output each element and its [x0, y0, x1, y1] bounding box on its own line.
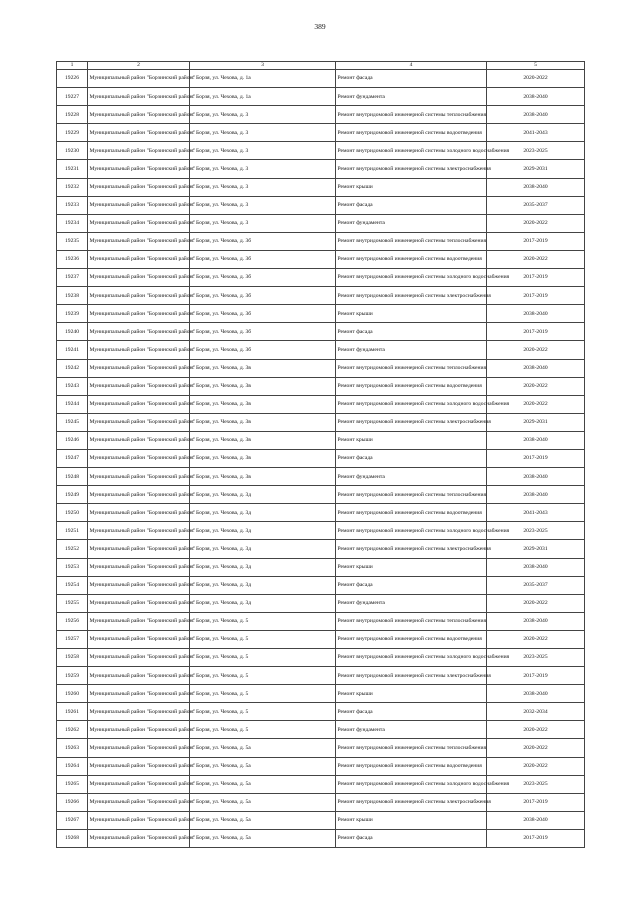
cell-number: 19226: [57, 70, 88, 88]
cell-number: 19264: [57, 757, 88, 775]
cell-number: 19262: [57, 721, 88, 739]
cell-number: 19238: [57, 287, 88, 305]
cell-municipality: Муниципальный район "Борзинский район": [88, 703, 190, 721]
cell-address: г. Борзя, ул. Чехова, д. 3д: [190, 504, 336, 522]
header-cell-municipality: 2: [88, 62, 190, 70]
cell-address: г. Борзя, ул. Чехова, д. 3б: [190, 269, 336, 287]
header-row: [57, 62, 585, 70]
cell-work-type: Ремонт крыши: [336, 305, 487, 323]
cell-municipality: Муниципальный район "Борзинский район": [88, 269, 190, 287]
cell-number: 19241: [57, 341, 88, 359]
cell-period: 2017-2019: [487, 793, 585, 811]
table-row: [57, 721, 585, 739]
cell-address: г. Борзя, ул. Чехова, д. 3: [190, 160, 336, 178]
cell-address: г. Борзя, ул. Чехова, д. 3д: [190, 576, 336, 594]
cell-number: 19250: [57, 504, 88, 522]
cell-number: 19252: [57, 540, 88, 558]
cell-number: 19255: [57, 594, 88, 612]
table-row: [57, 196, 585, 214]
cell-municipality: Муниципальный район "Борзинский район": [88, 106, 190, 124]
cell-number: 19258: [57, 649, 88, 667]
cell-work-type: Ремонт фасада: [336, 449, 487, 467]
cell-number: 19265: [57, 775, 88, 793]
cell-period: 2017-2019: [487, 269, 585, 287]
cell-number: 19244: [57, 395, 88, 413]
cell-address: г. Борзя, ул. Чехова, д. 5: [190, 612, 336, 630]
cell-address: г. Борзя, ул. Чехова, д. 5а: [190, 775, 336, 793]
cell-number: 19239: [57, 305, 88, 323]
cell-period: 2029-2031: [487, 540, 585, 558]
cell-municipality: Муниципальный район "Борзинский район": [88, 232, 190, 250]
table-row: [57, 486, 585, 504]
registry-table: [56, 61, 585, 848]
cell-work-type: Ремонт внутридомовой инженерной системы холодного водоснабжения: [336, 649, 487, 667]
cell-municipality: Муниципальный район "Борзинский район": [88, 649, 190, 667]
cell-period: 2020-2022: [487, 721, 585, 739]
table-row: [57, 504, 585, 522]
table-row: [57, 449, 585, 467]
cell-number: 19227: [57, 88, 88, 106]
cell-address: г. Борзя, ул. Чехова, д. 3д: [190, 540, 336, 558]
cell-address: г. Борзя, ул. Чехова, д. 3в: [190, 377, 336, 395]
cell-period: 2023-2025: [487, 775, 585, 793]
cell-number: 19235: [57, 232, 88, 250]
table-row: [57, 269, 585, 287]
cell-work-type: Ремонт внутридомовой инженерной системы электроснабжения: [336, 287, 487, 305]
cell-work-type: Ремонт крыши: [336, 558, 487, 576]
cell-address: г. Борзя, ул. Чехова, д. 3в: [190, 413, 336, 431]
cell-municipality: Муниципальный район "Борзинский район": [88, 250, 190, 268]
cell-work-type: Ремонт крыши: [336, 685, 487, 703]
cell-number: 19237: [57, 269, 88, 287]
cell-address: г. Борзя, ул. Чехова, д. 3: [190, 124, 336, 142]
cell-work-type: Ремонт внутридомовой инженерной системы холодного водоснабжения: [336, 142, 487, 160]
cell-municipality: Муниципальный район "Борзинский район": [88, 468, 190, 486]
header-cell-period: 5: [487, 62, 585, 70]
cell-number: 19229: [57, 124, 88, 142]
cell-work-type: Ремонт внутридомовой инженерной системы электроснабжения: [336, 540, 487, 558]
cell-municipality: Муниципальный район "Борзинский район": [88, 341, 190, 359]
cell-number: 19260: [57, 685, 88, 703]
cell-period: 2020-2022: [487, 395, 585, 413]
cell-number: 19257: [57, 630, 88, 648]
cell-number: 19247: [57, 449, 88, 467]
cell-period: 2038-2040: [487, 811, 585, 829]
cell-municipality: Муниципальный район "Борзинский район": [88, 178, 190, 196]
table-row: [57, 685, 585, 703]
cell-work-type: Ремонт внутридомовой инженерной системы электроснабжения: [336, 793, 487, 811]
cell-address: г. Борзя, ул. Чехова, д. 5а: [190, 739, 336, 757]
cell-work-type: Ремонт внутридомовой инженерной системы электроснабжения: [336, 160, 487, 178]
cell-period: 2017-2019: [487, 829, 585, 847]
cell-address: г. Борзя, ул. Чехова, д. 3б: [190, 341, 336, 359]
cell-municipality: Муниципальный район "Борзинский район": [88, 576, 190, 594]
header-cell-address: 3: [190, 62, 336, 70]
table-row: [57, 558, 585, 576]
cell-period: 2038-2040: [487, 612, 585, 630]
cell-municipality: Муниципальный район "Борзинский район": [88, 540, 190, 558]
cell-municipality: Муниципальный район "Борзинский район": [88, 504, 190, 522]
cell-address: г. Борзя, ул. Чехова, д. 5а: [190, 757, 336, 775]
cell-number: 19243: [57, 377, 88, 395]
table-row: [57, 232, 585, 250]
table-row: [57, 667, 585, 685]
cell-municipality: Муниципальный район "Борзинский район": [88, 594, 190, 612]
cell-municipality: Муниципальный район "Борзинский район": [88, 612, 190, 630]
table-row: [57, 178, 585, 196]
cell-period: 2038-2040: [487, 88, 585, 106]
cell-number: 19240: [57, 323, 88, 341]
cell-municipality: Муниципальный район "Борзинский район": [88, 305, 190, 323]
cell-period: 2041-2043: [487, 504, 585, 522]
cell-period: 2038-2040: [487, 558, 585, 576]
cell-address: г. Борзя, ул. Чехова, д. 3: [190, 178, 336, 196]
cell-period: 2023-2025: [487, 522, 585, 540]
cell-municipality: Муниципальный район "Борзинский район": [88, 811, 190, 829]
cell-work-type: Ремонт фасада: [336, 829, 487, 847]
cell-number: 19248: [57, 468, 88, 486]
cell-municipality: Муниципальный район "Борзинский район": [88, 486, 190, 504]
cell-period: 2029-2031: [487, 160, 585, 178]
table-row: [57, 160, 585, 178]
cell-work-type: Ремонт внутридомовой инженерной системы водоотведения: [336, 250, 487, 268]
cell-period: 2020-2022: [487, 377, 585, 395]
table-row: [57, 811, 585, 829]
table-row: [57, 612, 585, 630]
cell-work-type: Ремонт внутридомовой инженерной системы электроснабжения: [336, 413, 487, 431]
cell-period: 2041-2043: [487, 124, 585, 142]
table-body: [57, 70, 585, 848]
cell-address: г. Борзя, ул. Чехова, д. 3в: [190, 359, 336, 377]
cell-work-type: Ремонт внутридомовой инженерной системы теплоснабжения: [336, 612, 487, 630]
cell-work-type: Ремонт фасада: [336, 576, 487, 594]
table-row: [57, 359, 585, 377]
cell-work-type: Ремонт внутридомовой инженерной системы электроснабжения: [336, 667, 487, 685]
cell-number: 19234: [57, 214, 88, 232]
table-row: [57, 70, 585, 88]
table-row: [57, 124, 585, 142]
cell-work-type: Ремонт фасада: [336, 70, 487, 88]
table-row: [57, 287, 585, 305]
cell-period: 2029-2031: [487, 413, 585, 431]
cell-work-type: Ремонт крыши: [336, 178, 487, 196]
cell-municipality: Муниципальный район "Борзинский район": [88, 287, 190, 305]
cell-number: 19268: [57, 829, 88, 847]
cell-period: 2020-2022: [487, 739, 585, 757]
cell-number: 19256: [57, 612, 88, 630]
cell-address: г. Борзя, ул. Чехова, д. 3в: [190, 468, 336, 486]
cell-municipality: Муниципальный район "Борзинский район": [88, 395, 190, 413]
cell-period: 2020-2022: [487, 341, 585, 359]
cell-address: г. Борзя, ул. Чехова, д. 3д: [190, 486, 336, 504]
table-row: [57, 757, 585, 775]
header-cell-work-type: 4: [336, 62, 487, 70]
cell-municipality: Муниципальный район "Борзинский район": [88, 739, 190, 757]
cell-municipality: Муниципальный район "Борзинский район": [88, 793, 190, 811]
cell-address: г. Борзя, ул. Чехова, д. 3: [190, 214, 336, 232]
cell-period: 2020-2022: [487, 214, 585, 232]
cell-municipality: Муниципальный район "Борзинский район": [88, 721, 190, 739]
cell-period: 2038-2040: [487, 685, 585, 703]
cell-address: г. Борзя, ул. Чехова, д. 5: [190, 649, 336, 667]
cell-period: 2020-2022: [487, 250, 585, 268]
cell-address: г. Борзя, ул. Чехова, д. 3д: [190, 522, 336, 540]
table-row: [57, 305, 585, 323]
cell-municipality: Муниципальный район "Борзинский район": [88, 431, 190, 449]
cell-address: г. Борзя, ул. Чехова, д. 3д: [190, 594, 336, 612]
cell-number: 19254: [57, 576, 88, 594]
table-row: [57, 142, 585, 160]
cell-period: 2035-2037: [487, 576, 585, 594]
cell-period: 2038-2040: [487, 305, 585, 323]
cell-number: 19228: [57, 106, 88, 124]
cell-number: 19230: [57, 142, 88, 160]
cell-number: 19261: [57, 703, 88, 721]
cell-municipality: Муниципальный район "Борзинский район": [88, 70, 190, 88]
cell-period: 2032-2034: [487, 703, 585, 721]
cell-number: 19233: [57, 196, 88, 214]
cell-address: г. Борзя, ул. Чехова, д. 3б: [190, 232, 336, 250]
cell-number: 19251: [57, 522, 88, 540]
table-row: [57, 413, 585, 431]
cell-work-type: Ремонт фундамента: [336, 88, 487, 106]
cell-municipality: Муниципальный район "Борзинский район": [88, 775, 190, 793]
table-row: [57, 377, 585, 395]
cell-address: г. Борзя, ул. Чехова, д. 3в: [190, 395, 336, 413]
cell-period: 2017-2019: [487, 667, 585, 685]
cell-work-type: Ремонт внутридомовой инженерной системы водоотведения: [336, 630, 487, 648]
cell-municipality: Муниципальный район "Борзинский район": [88, 413, 190, 431]
cell-period: 2038-2040: [487, 468, 585, 486]
cell-address: г. Борзя, ул. Чехова, д. 3: [190, 196, 336, 214]
table-row: [57, 775, 585, 793]
cell-number: 19263: [57, 739, 88, 757]
cell-work-type: Ремонт внутридомовой инженерной системы теплоснабжения: [336, 359, 487, 377]
cell-municipality: Муниципальный район "Борзинский район": [88, 667, 190, 685]
cell-address: г. Борзя, ул. Чехова, д. 5а: [190, 811, 336, 829]
cell-number: 19249: [57, 486, 88, 504]
cell-municipality: Муниципальный район "Борзинский район": [88, 124, 190, 142]
cell-period: 2038-2040: [487, 178, 585, 196]
table-row: [57, 739, 585, 757]
table-row: [57, 214, 585, 232]
cell-number: 19267: [57, 811, 88, 829]
cell-work-type: Ремонт крыши: [336, 431, 487, 449]
cell-work-type: Ремонт фасада: [336, 703, 487, 721]
cell-address: г. Борзя, ул. Чехова, д. 3в: [190, 431, 336, 449]
cell-work-type: Ремонт внутридомовой инженерной системы теплоснабжения: [336, 486, 487, 504]
cell-number: 19259: [57, 667, 88, 685]
cell-address: г. Борзя, ул. Чехова, д. 5а: [190, 793, 336, 811]
cell-period: 2020-2022: [487, 630, 585, 648]
table-row: [57, 649, 585, 667]
cell-municipality: Муниципальный район "Борзинский район": [88, 685, 190, 703]
table-row: [57, 431, 585, 449]
cell-number: 19245: [57, 413, 88, 431]
cell-work-type: Ремонт внутридомовой инженерной системы теплоснабжения: [336, 739, 487, 757]
cell-municipality: Муниципальный район "Борзинский район": [88, 558, 190, 576]
cell-work-type: Ремонт внутридомовой инженерной системы холодного водоснабжения: [336, 395, 487, 413]
cell-address: г. Борзя, ул. Чехова, д. 5а: [190, 829, 336, 847]
cell-municipality: Муниципальный район "Борзинский район": [88, 522, 190, 540]
cell-period: 2017-2019: [487, 287, 585, 305]
cell-municipality: Муниципальный район "Борзинский район": [88, 88, 190, 106]
cell-address: г. Борзя, ул. Чехова, д. 3: [190, 142, 336, 160]
cell-address: г. Борзя, ул. Чехова, д. 5: [190, 685, 336, 703]
cell-number: 19246: [57, 431, 88, 449]
cell-work-type: Ремонт внутридомовой инженерной системы холодного водоснабжения: [336, 522, 487, 540]
page-number: 389: [314, 22, 326, 31]
cell-period: 2023-2025: [487, 649, 585, 667]
cell-address: г. Борзя, ул. Чехова, д. 5: [190, 721, 336, 739]
cell-period: 2020-2022: [487, 70, 585, 88]
table-row: [57, 703, 585, 721]
table-row: [57, 323, 585, 341]
cell-address: г. Борзя, ул. Чехова, д. 3б: [190, 287, 336, 305]
cell-period: 2020-2022: [487, 594, 585, 612]
table-row: [57, 522, 585, 540]
cell-work-type: Ремонт фундамента: [336, 721, 487, 739]
table-row: [57, 540, 585, 558]
cell-work-type: Ремонт фундамента: [336, 594, 487, 612]
cell-work-type: Ремонт фасада: [336, 196, 487, 214]
cell-work-type: Ремонт внутридомовой инженерной системы водоотведения: [336, 757, 487, 775]
cell-address: г. Борзя, ул. Чехова, д. 3б: [190, 323, 336, 341]
cell-address: г. Борзя, ул. Чехова, д. 5: [190, 667, 336, 685]
cell-period: 2017-2019: [487, 232, 585, 250]
cell-work-type: Ремонт фундамента: [336, 214, 487, 232]
cell-number: 19231: [57, 160, 88, 178]
cell-municipality: Муниципальный район "Борзинский район": [88, 377, 190, 395]
cell-municipality: Муниципальный район "Борзинский район": [88, 359, 190, 377]
cell-period: 2020-2022: [487, 757, 585, 775]
table-row: [57, 106, 585, 124]
cell-number: 19232: [57, 178, 88, 196]
cell-municipality: Муниципальный район "Борзинский район": [88, 196, 190, 214]
cell-period: 2023-2025: [487, 142, 585, 160]
table-row: [57, 468, 585, 486]
table-row: [57, 793, 585, 811]
cell-address: г. Борзя, ул. Чехова, д. 3б: [190, 250, 336, 268]
cell-address: г. Борзя, ул. Чехова, д. 3в: [190, 449, 336, 467]
table-header: [57, 62, 585, 70]
cell-work-type: Ремонт фундамента: [336, 341, 487, 359]
header-cell-number: 1: [57, 62, 88, 70]
cell-municipality: Муниципальный район "Борзинский район": [88, 757, 190, 775]
table-row: [57, 341, 585, 359]
cell-municipality: Муниципальный район "Борзинский район": [88, 829, 190, 847]
cell-work-type: Ремонт внутридомовой инженерной системы холодного водоснабжения: [336, 775, 487, 793]
cell-number: 19242: [57, 359, 88, 377]
cell-municipality: Муниципальный район "Борзинский район": [88, 142, 190, 160]
cell-number: 19253: [57, 558, 88, 576]
cell-municipality: Муниципальный район "Борзинский район": [88, 449, 190, 467]
cell-number: 19236: [57, 250, 88, 268]
cell-work-type: Ремонт крыши: [336, 811, 487, 829]
table-row: [57, 630, 585, 648]
cell-period: 2035-2037: [487, 196, 585, 214]
cell-address: г. Борзя, ул. Чехова, д. 5: [190, 703, 336, 721]
cell-address: г. Борзя, ул. Чехова, д. 3: [190, 106, 336, 124]
cell-work-type: Ремонт внутридомовой инженерной системы водоотведения: [336, 377, 487, 395]
cell-address: г. Борзя, ул. Чехова, д. 1а: [190, 88, 336, 106]
table-row: [57, 594, 585, 612]
cell-work-type: Ремонт фундамента: [336, 468, 487, 486]
cell-period: 2017-2019: [487, 449, 585, 467]
cell-work-type: Ремонт внутридомовой инженерной системы водоотведения: [336, 504, 487, 522]
cell-municipality: Муниципальный район "Борзинский район": [88, 323, 190, 341]
cell-period: 2038-2040: [487, 431, 585, 449]
cell-period: 2038-2040: [487, 106, 585, 124]
table-row: [57, 88, 585, 106]
cell-work-type: Ремонт внутридомовой инженерной системы теплоснабжения: [336, 232, 487, 250]
cell-municipality: Муниципальный район "Борзинский район": [88, 630, 190, 648]
cell-municipality: Муниципальный район "Борзинский район": [88, 160, 190, 178]
cell-work-type: Ремонт внутридомовой инженерной системы водоотведения: [336, 124, 487, 142]
cell-period: 2038-2040: [487, 359, 585, 377]
table-row: [57, 250, 585, 268]
cell-address: г. Борзя, ул. Чехова, д. 3б: [190, 305, 336, 323]
table-row: [57, 829, 585, 847]
cell-number: 19266: [57, 793, 88, 811]
cell-work-type: Ремонт внутридомовой инженерной системы теплоснабжения: [336, 106, 487, 124]
cell-municipality: Муниципальный район "Борзинский район": [88, 214, 190, 232]
cell-work-type: Ремонт фасада: [336, 323, 487, 341]
cell-address: г. Борзя, ул. Чехова, д. 3д: [190, 558, 336, 576]
cell-period: 2038-2040: [487, 486, 585, 504]
cell-address: г. Борзя, ул. Чехова, д. 5: [190, 630, 336, 648]
table-row: [57, 576, 585, 594]
cell-period: 2017-2019: [487, 323, 585, 341]
cell-address: г. Борзя, ул. Чехова, д. 1а: [190, 70, 336, 88]
table-row: [57, 395, 585, 413]
cell-work-type: Ремонт внутридомовой инженерной системы холодного водоснабжения: [336, 269, 487, 287]
